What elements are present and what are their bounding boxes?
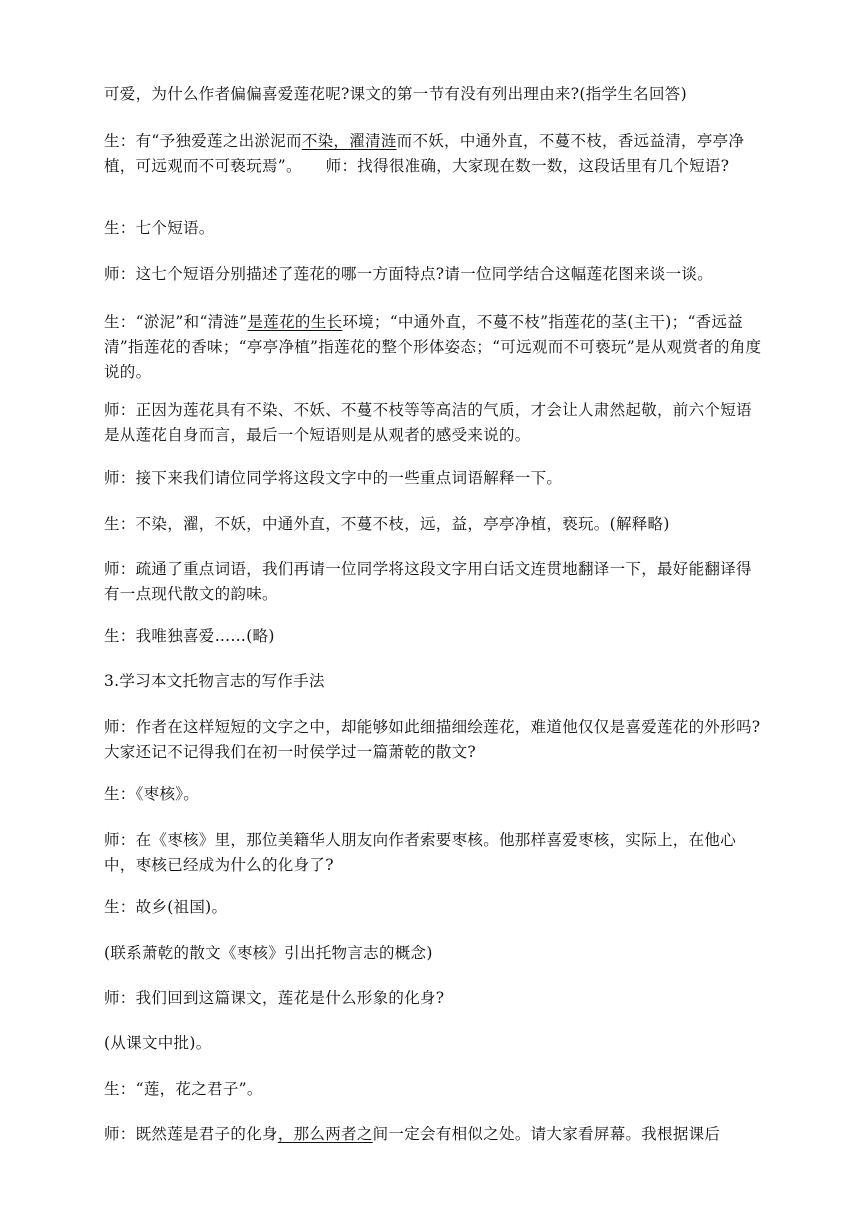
paragraph-3: 生：七个短语。: [104, 219, 215, 237]
section-heading: 3.学习本文托物言志的写作手法: [104, 672, 325, 690]
underlined-phrase: ，那么两者之: [277, 1125, 373, 1143]
paragraph-20-text-a: 师：既然莲是君子的化身: [104, 1125, 278, 1143]
paragraph-1: 可爱，为什么作者偏偏喜爱莲花呢?课文的第一节有没有列出理由来?(指学生名回答): [104, 85, 687, 103]
paragraph-7: 师：接下来我们请位同学将这段文字中的一些重点词语解释一下。: [104, 469, 563, 487]
paragraph-2-text-a: 生：有“予独爱莲之出淤泥而: [104, 132, 302, 150]
underlined-phrase: 不染，濯清涟: [301, 132, 397, 150]
paragraph-13: 生：《枣核》。: [104, 785, 200, 803]
paragraph-9: 师：疏通了重点词语，我们再请一位同学将这段文字用白话文连贯地翻译一下，最好能翻译得有一点现代散文的韵味。: [104, 560, 752, 603]
paragraph-2: [104, 129, 764, 179]
paragraph-5-text-a: 生：“淤泥”和“清涟”: [104, 313, 248, 331]
paragraph-5: [104, 310, 764, 385]
paragraph-16: (联系萧乾的散文《枣核》引出托物言志的概念): [104, 944, 433, 962]
paragraph-5-text-b: 环境；“中通外直，不蔓不枝”指莲花的茎(主干)；“香远益清”指莲花的香味；“亭亭净植”指莲花的整个形体姿态；“可远观而不可亵玩”是从观赏者的角度说的。: [104, 313, 762, 381]
paragraph-10: 生：我唯独喜爱……(略): [104, 627, 275, 645]
paragraph-12: 师：作者在这样短短的文字之中，却能够如此细描细绘莲花，难道他仅仅是喜爱莲花的外形吗?大家还记不记得我们在初一时侯学过一篇萧乾的散文?: [104, 718, 761, 761]
paragraph-15: 生：故乡(祖国)。: [104, 898, 228, 916]
paragraph-8: 生：不染，濯，不妖，中通外直，不蔓不枝，远，益，亭亭净植，亵玩。(解释略): [104, 515, 670, 533]
paragraph-20: [104, 1122, 764, 1147]
paragraph-4: 师：这七个短语分别描述了莲花的哪一方面特点?请一位同学结合这幅莲花图来谈一谈。: [104, 265, 714, 283]
paragraph-17: 师：我们回到这篇课文，莲花是什么形象的化身?: [104, 989, 445, 1007]
paragraph-19: 生：“莲，花之君子”。: [104, 1080, 263, 1098]
paragraph-14: 师：在《枣核》里，那位美籍华人朋友向作者索要枣核。他那样喜爱枣核，实际上，在他心中，枣核已经成为什么的化身了?: [104, 831, 737, 874]
underlined-phrase: 是莲花的生长: [247, 313, 343, 331]
paragraph-20-text-b: 间一定会有相似之处。请大家看屏幕。我根据课后: [372, 1125, 721, 1143]
paragraph-2-text-b: 而不妖，中通外直，不蔓不枝，香远益清，亭亭净植，可远观而不可亵玩焉”。 师：找得很准确，大家现在数一数，这段话里有几个短语?: [104, 132, 745, 175]
paragraph-6: 师：正因为莲花具有不染、不妖、不蔓不枝等等高洁的气质，才会让人肃然起敬，前六个短语是从莲花自身而言，最后一个短语则是从观者的感受来说的。: [104, 401, 752, 444]
paragraph-18: (从课文中批)。: [104, 1034, 212, 1052]
